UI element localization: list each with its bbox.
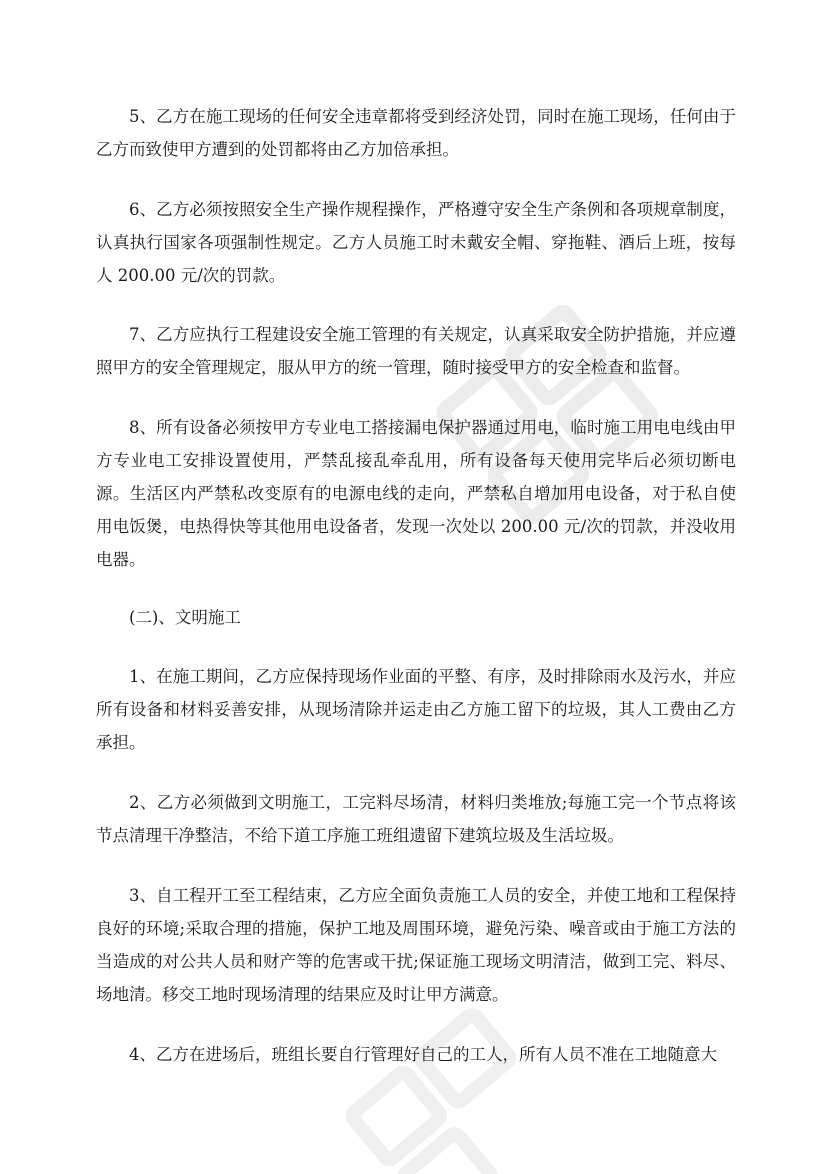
paragraph-civil-4: 4、乙方在进场后，班组长要自行管理好自己的工人，所有人员不准在工地随意大 [129,1045,717,1064]
paragraph-civil-1: 1、在施工期间，乙方应保持现场作业面的平整、有序，及时排除雨水及污水，并应所有设备和材料妥善安排，从现场清除并运走由乙方施工留下的垃圾，其人工费由乙方承担。 [96,667,736,752]
paragraph-item-5: 5、乙方在施工现场的任何安全违章都将受到经济处罚，同时在施工现场，任何由于乙方而致使甲方遭到的处罚都将由乙方加倍承担。 [96,107,736,159]
paragraph-item-6: 6、乙方必须按照安全生产操作规程操作，严格遵守安全生产条例和各项规章制度，认真执行国家各项强制性规定。乙方人员施工时未戴安全帽、穿拖鞋、酒后上班，按每人 200.00 元/次的罚款。 [96,200,736,285]
paragraph-civil-2: 2、乙方必须做到文明施工，工完料尽场清，材料归类堆放;每施工完一个节点将该节点清理干净整洁，不给下道工序施工班组遗留下建筑垃圾及生活垃圾。 [96,793,736,845]
paragraph-item-8: 8、所有设备必须按甲方专业电工搭接漏电保护器通过用电，临时施工用电电线由甲方专业电工安排设置使用，严禁乱接乱牵乱用，所有设备每天使用完毕后必须切断电源。生活区内严禁私改变原有的电源电线的走向，严禁私自增加用电设备，对于私自使用电饭煲，电热得快等其他用电设备者，发现一次处以 200.00 元/次的罚款，并没收用电器。 [96,418,736,569]
section-heading: (二)、文明施工 [129,608,241,627]
paragraph-item-7: 7、乙方应执行工程建设安全施工管理的有关规定，认真采取安全防护措施，并应遵照甲方的安全管理规定，服从甲方的统一管理，随时接受甲方的安全检查和监督。 [96,325,736,377]
watermark-bottom-icon [330,990,570,1174]
paragraph-civil-3: 3、自工程开工至工程结束，乙方应全面负责施工人员的安全，并使工地和工程保持良好的环境;采取合理的措施，保护工地及周围环境，避免污染、噪音或由于施工方法的当造成的对公共人员和财产等的危害或干扰;保证施工现场文明清洁，做到工完、料尽、场地清。移交工地时现场清理的结果应及时让甲方满意。 [96,886,736,1004]
